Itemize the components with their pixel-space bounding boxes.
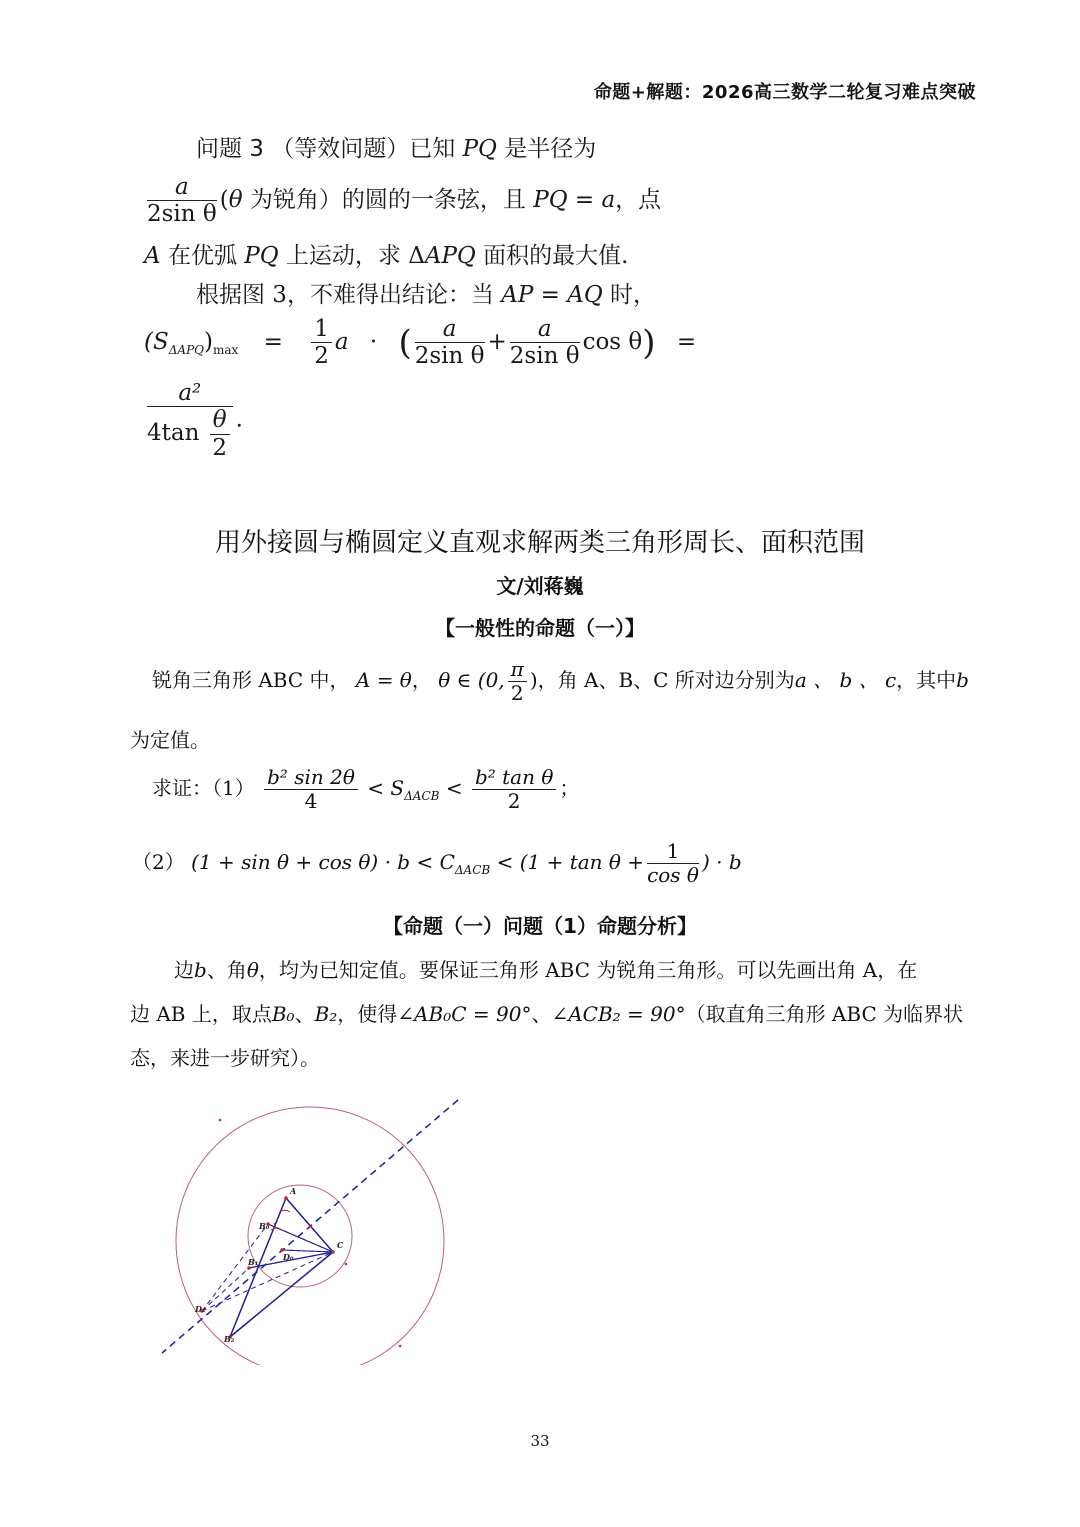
circumcircle — [176, 1107, 444, 1365]
fraction-numerator: a — [147, 174, 217, 201]
perimeter-upper-bound: < (1 + tan θ + — [496, 850, 645, 874]
fraction-denominator: 2 — [510, 681, 524, 705]
term2-fraction — [510, 316, 580, 370]
formula-paren: ) — [203, 328, 213, 355]
label-c: C — [337, 1240, 344, 1250]
point-c-dot — [331, 1250, 335, 1254]
half-theta-fraction — [210, 407, 230, 461]
max-area-formula: $(S_{\Delta APQ})_{max}$ = $\frac{1}{2}$ a · ( $\frac{a}{\text{2sin θ}}$ + $\frac{a}{\text{2sin θ}}$ cos θ) = — [144, 316, 697, 370]
body-text: （取直角三角形 ABC 为临界状 — [685, 1002, 964, 1026]
excerpt-text: ，点 — [615, 186, 662, 213]
fraction-denominator: 2 — [314, 343, 329, 370]
theta-interval: θ ∈ (0, — [438, 668, 505, 692]
denominator-tan: 4tan — [147, 420, 200, 447]
point-b0: B₀ — [271, 1002, 295, 1026]
fraction-denominator — [147, 407, 233, 461]
fraction-numerator: θ — [210, 407, 230, 434]
excerpt-text: 时， — [610, 282, 657, 308]
body-text: 、 — [294, 1002, 315, 1026]
fraction-numerator: a — [510, 316, 580, 343]
formula-subscript: ΔAPQ — [168, 342, 204, 357]
var-b: b — [956, 668, 969, 692]
body-text: ，均为已知定值。要保证三角形 ABC 为锐角三角形。可以先画出角 A，在 — [258, 958, 918, 982]
excerpt-text: 面积的最大值. — [483, 243, 629, 269]
side-b2c — [230, 1252, 333, 1337]
excerpt-line-3 — [144, 237, 628, 270]
body-text: ； — [559, 776, 580, 800]
body-text: 边 AB 上，取点 — [130, 1002, 272, 1026]
body-text: 、角 — [206, 958, 247, 982]
proof-item-2 — [132, 840, 742, 887]
formula-dot: · — [369, 328, 378, 355]
body-text: 、 — [531, 1002, 552, 1026]
fraction-denominator: 2sin θ — [147, 201, 217, 228]
segment-b0c — [268, 1224, 333, 1252]
fraction-denominator: 2 — [507, 789, 521, 813]
less-than: < — [445, 776, 463, 800]
body-text: 边 — [174, 958, 194, 982]
side-ab — [230, 1198, 286, 1337]
problem-label: 问题 3 — [196, 136, 264, 162]
point-dot — [399, 1345, 402, 1348]
perimeter-subscript: ΔACB — [454, 863, 491, 877]
analysis-line-3: 态，来进一步研究）。 — [130, 1046, 320, 1070]
fraction-numerator: 1 — [311, 316, 332, 343]
formula-s: (S — [144, 328, 169, 355]
page-number: 33 — [530, 1432, 550, 1450]
formula-plus: + — [487, 328, 507, 355]
max-area-result — [144, 380, 243, 461]
point-dot — [309, 1225, 312, 1228]
var-apq: APQ — [424, 243, 476, 269]
excerpt-text: 是半径为 — [504, 136, 597, 162]
proposition-line-2: 为定值。 — [130, 728, 210, 752]
author-line: 文/刘蒋巍 — [496, 574, 584, 598]
lower-bound-fraction — [264, 766, 358, 813]
section-heading-1: 【一般性的命题（一）】 — [435, 616, 645, 640]
radius-fraction — [147, 174, 217, 228]
excerpt-text: 根据图 3，不难得出结论：当 — [196, 282, 494, 308]
interval-close: ) — [529, 668, 538, 692]
label-d2: D₂ — [195, 1304, 206, 1314]
formula-equals: = — [676, 328, 697, 355]
body-text: ，其中 — [896, 668, 957, 692]
fraction-numerator: a — [415, 316, 485, 343]
fraction-numerator: π — [508, 658, 527, 682]
perimeter-lower-bound: (1 + sin θ + cos θ) · b < — [191, 850, 434, 874]
var-pq: PQ — [244, 243, 279, 269]
secant-fraction — [647, 840, 699, 887]
var-a: a — [334, 328, 349, 355]
less-than: < — [367, 776, 385, 800]
excerpt-line-1 — [196, 130, 596, 163]
label-d0: D₀ — [283, 1252, 294, 1262]
dashed-line — [202, 1268, 249, 1311]
excerpt-text: ( — [219, 186, 229, 213]
point-b2: B₂ — [314, 1002, 338, 1026]
excerpt-text: 在优弧 — [167, 243, 237, 269]
fraction-denominator: 2sin θ — [509, 343, 580, 370]
proof-label: 求证：（1） — [152, 776, 255, 800]
var-theta: θ — [246, 958, 259, 982]
body-text: ，使得 — [337, 1002, 398, 1026]
excerpt-line-2 — [144, 174, 661, 228]
label-a: A — [290, 1186, 297, 1196]
side-variables: a 、 b 、 c — [794, 668, 897, 692]
var-pq: PQ — [462, 136, 497, 162]
proposition-line-1 — [152, 658, 969, 705]
label-b0: B₀ — [259, 1221, 270, 1231]
fraction-numerator: 1 — [647, 840, 699, 864]
analysis-line-2 — [130, 998, 963, 1027]
body-text: ， — [411, 668, 432, 692]
formula-max: max — [212, 342, 239, 357]
proof-label: （2） — [132, 850, 185, 874]
area-subscript: ΔACB — [404, 789, 440, 803]
section-heading-2: 【命题（一）问题（1）命题分析】 — [383, 914, 697, 938]
label-b2: B₂ — [224, 1334, 235, 1344]
excerpt-line-4 — [196, 276, 656, 309]
equation-ap-aq: AP = AQ — [501, 282, 603, 308]
dashed-line — [202, 1252, 333, 1311]
geometry-figure — [150, 1090, 470, 1365]
fraction-numerator: a² — [147, 380, 233, 407]
page-header: 命题+解题：2026高三数学二轮复习难点突破 — [593, 82, 976, 103]
term1-fraction — [415, 316, 485, 370]
equation-pq-a: PQ = a — [533, 186, 616, 213]
angle-acb2: ∠ACB₂ = 90° — [551, 1002, 686, 1026]
fraction-denominator: 4 — [304, 789, 318, 813]
analysis-line-1 — [174, 954, 917, 983]
point-dot — [219, 1119, 222, 1122]
var-theta: θ — [228, 186, 243, 213]
half-fraction — [311, 316, 332, 370]
point-a-dot — [284, 1196, 288, 1200]
result-fraction — [147, 380, 233, 461]
fraction-numerator: b² tan θ — [472, 766, 556, 790]
equation-a-theta: A = θ — [355, 668, 412, 692]
formula-period: . — [235, 406, 243, 433]
proof-item-1 — [152, 766, 579, 813]
upper-bound-fraction — [472, 766, 556, 813]
excerpt-text: 为锐角）的圆的一条弦，且 — [249, 186, 526, 213]
angle-marker-a — [281, 1210, 290, 1212]
article-title: 用外接圆与椭圆定义直观求解两类三角形周长、面积范围 — [214, 528, 865, 558]
pi-half-fraction — [508, 658, 527, 705]
body-text: 锐角三角形 ABC 中， — [152, 668, 350, 692]
var-b: b — [194, 958, 207, 982]
fraction-denominator: 2sin θ — [414, 343, 485, 370]
body-text: ，角 A、B、C 所对边分别为 — [537, 668, 795, 692]
var-a: A — [144, 243, 161, 269]
excerpt-text: （等效问题）已知 — [271, 136, 456, 162]
label-b1: B₁ — [248, 1257, 259, 1267]
area-s: S — [390, 776, 405, 800]
excerpt-text: 上运动，求 Δ — [285, 243, 425, 269]
point-dot — [345, 1263, 348, 1266]
perimeter-upper-end: ) · b — [701, 850, 742, 874]
fraction-numerator: b² sin 2θ — [264, 766, 358, 790]
formula-cos: cos θ — [582, 328, 643, 355]
perimeter-c: C — [439, 850, 455, 874]
fraction-denominator: 2 — [212, 434, 227, 461]
fraction-denominator: cos θ — [647, 863, 699, 887]
angle-ab0c: ∠AB₀C = 90° — [397, 1002, 532, 1026]
formula-equals: = — [263, 328, 283, 355]
